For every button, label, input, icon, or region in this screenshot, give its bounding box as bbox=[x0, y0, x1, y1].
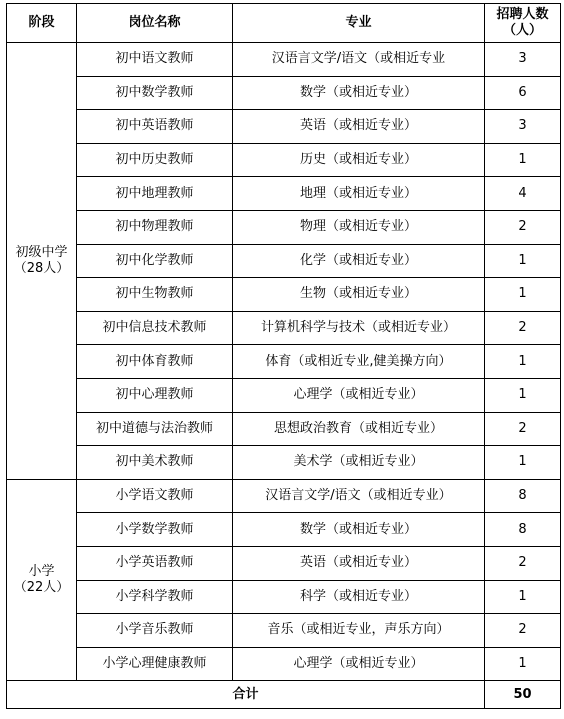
count-cell: 2 bbox=[485, 210, 561, 244]
header-stage: 阶段 bbox=[7, 4, 77, 43]
count-cell: 1 bbox=[485, 378, 561, 412]
count-cell: 3 bbox=[485, 110, 561, 144]
count-cell: 2 bbox=[485, 614, 561, 648]
position-cell: 初中信息技术教师 bbox=[77, 311, 233, 345]
position-cell: 初中美术教师 bbox=[77, 446, 233, 480]
major-cell: 心理学（或相近专业） bbox=[233, 378, 485, 412]
table-row bbox=[7, 513, 561, 547]
major-cell: 数学（或相近专业） bbox=[233, 513, 485, 547]
count-cell: 1 bbox=[485, 143, 561, 177]
position-cell: 小学数学教师 bbox=[77, 513, 233, 547]
header-count: 招聘人数（人） bbox=[485, 4, 561, 43]
count-cell: 2 bbox=[485, 412, 561, 446]
stage-cell bbox=[7, 479, 77, 681]
position-cell: 初中道德与法治教师 bbox=[77, 412, 233, 446]
table-row bbox=[7, 177, 561, 211]
position-cell: 初中数学教师 bbox=[77, 76, 233, 110]
major-cell: 音乐（或相近专业，声乐方向） bbox=[233, 614, 485, 648]
major-cell: 地理（或相近专业） bbox=[233, 177, 485, 211]
count-cell: 8 bbox=[485, 479, 561, 513]
major-cell: 科学（或相近专业） bbox=[233, 580, 485, 614]
count-cell: 1 bbox=[485, 580, 561, 614]
position-cell: 初中语文教师 bbox=[77, 43, 233, 77]
table-row bbox=[7, 614, 561, 648]
major-cell: 汉语言文学/语文（或相近专业 bbox=[233, 43, 485, 77]
table-row bbox=[7, 378, 561, 412]
position-cell: 初中地理教师 bbox=[77, 177, 233, 211]
table-row bbox=[7, 647, 561, 681]
position-cell: 小学科学教师 bbox=[77, 580, 233, 614]
stage-name: 小学 bbox=[28, 564, 55, 579]
major-cell: 物理（或相近专业） bbox=[233, 210, 485, 244]
table-row bbox=[7, 345, 561, 379]
stage-cell bbox=[7, 43, 77, 480]
table-row bbox=[7, 412, 561, 446]
position-cell: 小学心理健康教师 bbox=[77, 647, 233, 681]
major-cell: 英语（或相近专业） bbox=[233, 110, 485, 144]
table-row bbox=[7, 311, 561, 345]
total-label: 合计 bbox=[7, 681, 485, 709]
table-row bbox=[7, 278, 561, 312]
table-row bbox=[7, 43, 561, 77]
count-cell: 8 bbox=[485, 513, 561, 547]
count-cell: 1 bbox=[485, 345, 561, 379]
stage-count: （22人） bbox=[13, 580, 70, 595]
major-cell: 美术学（或相近专业） bbox=[233, 446, 485, 480]
major-cell: 历史（或相近专业） bbox=[233, 143, 485, 177]
position-cell: 初中物理教师 bbox=[77, 210, 233, 244]
major-cell: 心理学（或相近专业） bbox=[233, 647, 485, 681]
table-row bbox=[7, 546, 561, 580]
table-row bbox=[7, 479, 561, 513]
table-row bbox=[7, 210, 561, 244]
position-cell: 初中心理教师 bbox=[77, 378, 233, 412]
recruitment-table bbox=[6, 3, 561, 709]
count-cell: 2 bbox=[485, 311, 561, 345]
major-cell: 数学（或相近专业） bbox=[233, 76, 485, 110]
header-major: 专业 bbox=[233, 4, 485, 43]
major-cell: 计算机科学与技术（或相近专业） bbox=[233, 311, 485, 345]
major-cell: 化学（或相近专业） bbox=[233, 244, 485, 278]
major-cell: 体育（或相近专业,健美操方向） bbox=[233, 345, 485, 379]
count-cell: 3 bbox=[485, 43, 561, 77]
count-cell: 4 bbox=[485, 177, 561, 211]
position-cell: 小学英语教师 bbox=[77, 546, 233, 580]
header-position: 岗位名称 bbox=[77, 4, 233, 43]
count-cell: 1 bbox=[485, 244, 561, 278]
stage-name: 初级中学 bbox=[15, 244, 68, 260]
count-cell: 1 bbox=[485, 278, 561, 312]
total-value: 50 bbox=[485, 681, 561, 709]
position-cell: 初中生物教师 bbox=[77, 278, 233, 312]
count-cell: 6 bbox=[485, 76, 561, 110]
header-row bbox=[7, 4, 561, 43]
position-cell: 小学语文教师 bbox=[77, 479, 233, 513]
total-row bbox=[7, 681, 561, 709]
stage-count: （28人） bbox=[13, 260, 70, 276]
count-cell: 1 bbox=[485, 647, 561, 681]
table-row bbox=[7, 580, 561, 614]
major-cell: 生物（或相近专业） bbox=[233, 278, 485, 312]
table-row bbox=[7, 446, 561, 480]
position-cell: 初中英语教师 bbox=[77, 110, 233, 144]
position-cell: 初中历史教师 bbox=[77, 143, 233, 177]
major-cell: 汉语言文学/语文（或相近专业） bbox=[233, 479, 485, 513]
major-cell: 思想政治教育（或相近专业） bbox=[233, 412, 485, 446]
table-row bbox=[7, 143, 561, 177]
count-cell: 2 bbox=[485, 546, 561, 580]
table-row bbox=[7, 76, 561, 110]
count-cell: 1 bbox=[485, 446, 561, 480]
position-cell: 初中化学教师 bbox=[77, 244, 233, 278]
position-cell: 初中体育教师 bbox=[77, 345, 233, 379]
position-cell: 小学音乐教师 bbox=[77, 614, 233, 648]
major-cell: 英语（或相近专业） bbox=[233, 546, 485, 580]
table-row bbox=[7, 110, 561, 144]
table-row bbox=[7, 244, 561, 278]
